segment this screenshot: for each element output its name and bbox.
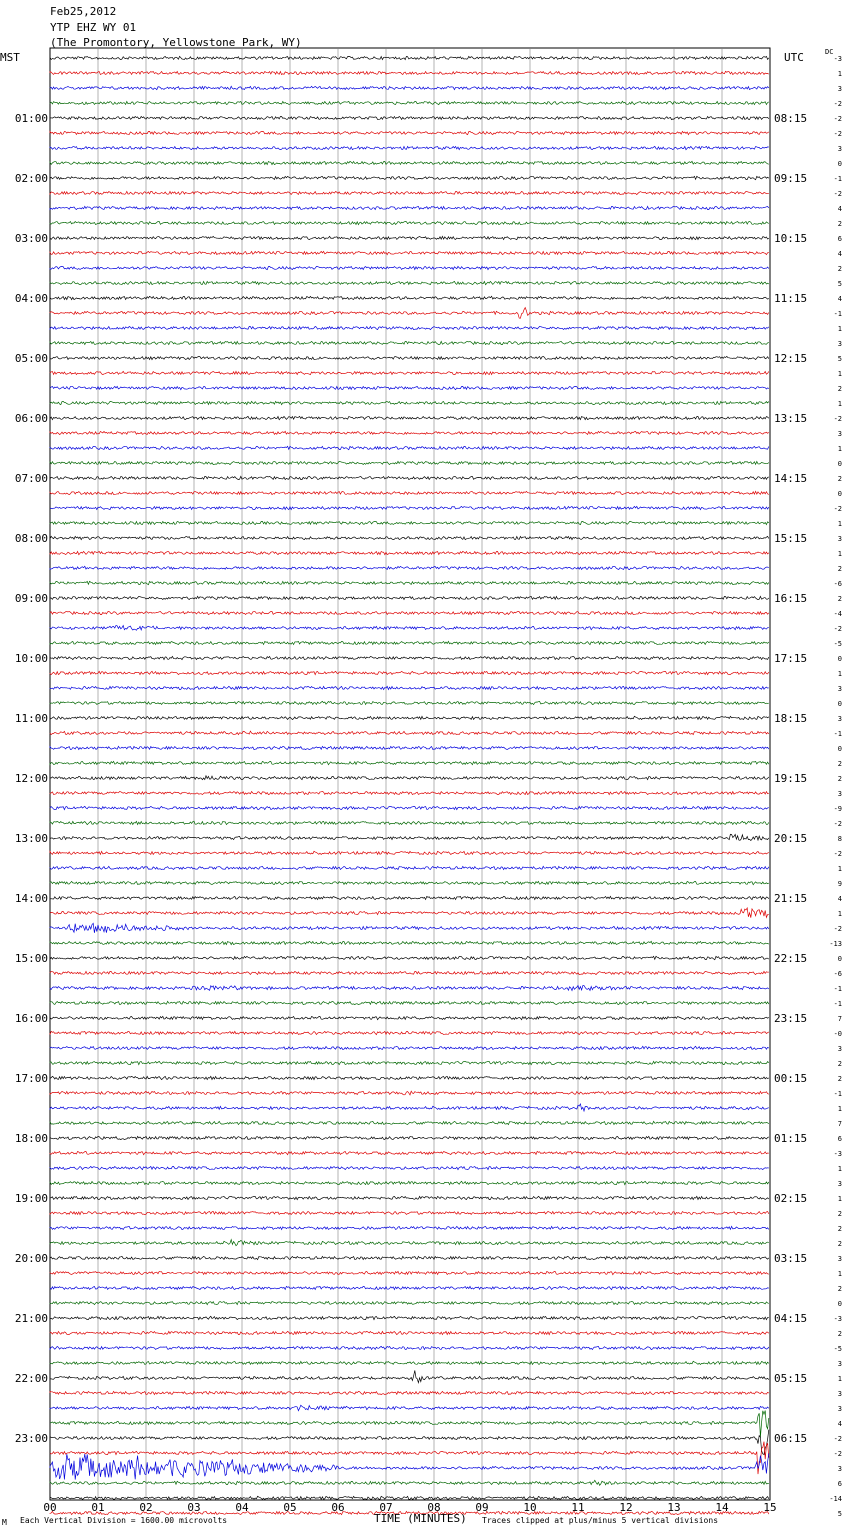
trace-line <box>50 296 769 299</box>
trace-line <box>50 1240 769 1246</box>
trace-line <box>50 536 769 539</box>
dc-offset-label: -1 <box>833 310 842 318</box>
dc-offset-label: 2 <box>837 760 842 768</box>
dc-offset-label: 3 <box>837 685 842 693</box>
trace-line <box>50 266 769 269</box>
mst-hour-label: 10:00 <box>14 652 48 665</box>
mst-hour-label: 23:00 <box>14 1432 48 1445</box>
dc-offset-label: 2 <box>837 1075 842 1083</box>
trace-line <box>50 1496 769 1499</box>
trace-line <box>50 956 769 959</box>
right-zone-label: UTC <box>784 51 804 64</box>
dc-offset-label: -2 <box>833 850 842 858</box>
mst-hour-label: 12:00 <box>14 772 48 785</box>
trace-line <box>50 731 769 735</box>
dc-offset-label: 9 <box>837 880 842 888</box>
grid-lines <box>50 48 770 1500</box>
dc-offset-label: 0 <box>837 700 842 708</box>
trace-line <box>50 1091 769 1095</box>
dc-offset-label: -1 <box>833 985 842 993</box>
dc-offset-label: -6 <box>833 580 842 588</box>
dc-offset-label: 1 <box>837 445 842 453</box>
dc-label: DC <box>825 48 834 56</box>
trace-line <box>50 446 769 449</box>
dc-offset-label: 1 <box>837 550 842 558</box>
trace-line <box>50 908 769 918</box>
trace-line <box>50 1370 769 1382</box>
trace-line <box>50 1031 769 1034</box>
mst-hour-label: 01:00 <box>14 112 48 125</box>
dc-offset-label: 2 <box>837 565 842 573</box>
mst-hour-label: 02:00 <box>14 172 48 185</box>
dc-offset-label: 3 <box>837 790 842 798</box>
trace-line <box>50 1016 769 1019</box>
trace-line <box>50 986 769 991</box>
trace-line <box>50 371 769 374</box>
x-tick-label: 12 <box>619 1501 633 1514</box>
dc-offset-label: 7 <box>837 1120 842 1128</box>
dc-offset-label: -0 <box>833 1030 842 1038</box>
mst-hour-label: 21:00 <box>14 1312 48 1325</box>
dc-offset-label: -2 <box>833 1435 842 1443</box>
x-axis-title: TIME (MINUTES) <box>374 1512 467 1525</box>
trace-line <box>50 1181 769 1184</box>
trace-line <box>50 1151 769 1154</box>
trace-line <box>50 581 769 584</box>
trace-line <box>50 686 769 689</box>
utc-hour-label: 04:15 <box>774 1312 808 1325</box>
dc-offset-label: 4 <box>837 1420 842 1428</box>
dc-offset-label: 6 <box>837 1135 842 1143</box>
dc-offset-label: 6 <box>837 235 842 243</box>
dc-offset-label: 2 <box>837 1240 842 1248</box>
trace-line <box>50 146 769 149</box>
dc-offset-label: 3 <box>837 1390 842 1398</box>
trace-line <box>50 386 769 389</box>
trace-line <box>50 1391 769 1394</box>
dc-offset-label: 1 <box>837 910 842 918</box>
dc-offset-label: -2 <box>833 505 842 513</box>
trace-line <box>50 1302 769 1305</box>
mst-hour-label: 14:00 <box>14 892 48 905</box>
trace-line <box>50 746 769 749</box>
trace-line <box>50 236 769 239</box>
trace-line <box>50 491 769 494</box>
dc-offset-label: 6 <box>837 1480 842 1488</box>
utc-hour-label: 21:15 <box>774 892 808 905</box>
dc-offset-label: 5 <box>837 355 842 363</box>
dc-offset-label: -2 <box>833 190 842 198</box>
trace-line <box>50 308 769 319</box>
utc-hour-label: 01:15 <box>774 1132 808 1145</box>
axis-labels <box>15 55 842 1518</box>
utc-hour-label: 17:15 <box>774 652 808 665</box>
dc-offset-label: 0 <box>837 745 842 753</box>
utc-hour-label: 18:15 <box>774 712 808 725</box>
utc-hour-label: 00:15 <box>774 1072 808 1085</box>
dc-offset-label: 2 <box>837 385 842 393</box>
trace-line <box>50 401 769 404</box>
x-tick-label: 11 <box>571 1501 585 1514</box>
trace-line <box>50 1316 769 1319</box>
trace-line <box>50 881 769 884</box>
dc-offset-label: -2 <box>833 115 842 123</box>
trace-line <box>50 566 769 569</box>
dc-offset-label: 3 <box>837 145 842 153</box>
trace-line <box>50 281 769 284</box>
trace-line <box>50 1430 769 1455</box>
dc-offset-label: 1 <box>837 1105 842 1113</box>
utc-hour-label: 02:15 <box>774 1192 808 1205</box>
dc-offset-label: 1 <box>837 670 842 678</box>
x-tick-label: 13 <box>667 1501 681 1514</box>
dc-offset-label: 3 <box>837 535 842 543</box>
dc-offset-label: 1 <box>837 1165 842 1173</box>
trace-line <box>50 1104 769 1111</box>
dc-offset-label: -1 <box>833 1000 842 1008</box>
utc-hour-label: 05:15 <box>774 1372 808 1385</box>
mst-hour-label: 04:00 <box>14 292 48 305</box>
dc-offset-label: 1 <box>837 400 842 408</box>
dc-offset-label: 1 <box>837 1375 842 1383</box>
dc-offset-label: 2 <box>837 475 842 483</box>
dc-offset-label: 3 <box>837 1360 842 1368</box>
trace-line <box>50 806 769 809</box>
trace-line <box>50 941 769 944</box>
utc-hour-label: 14:15 <box>774 472 808 485</box>
trace-line <box>50 1256 769 1259</box>
trace-line <box>50 641 769 644</box>
dc-offset-label: 4 <box>837 295 842 303</box>
dc-offset-label: 1 <box>837 1195 842 1203</box>
dc-offset-label: 1 <box>837 865 842 873</box>
trace-line <box>50 1136 769 1139</box>
trace-line <box>50 971 769 974</box>
trace-line <box>50 131 769 134</box>
dc-offset-label: -5 <box>833 640 842 648</box>
utc-hour-label: 10:15 <box>774 232 808 245</box>
utc-hour-label: 22:15 <box>774 952 808 965</box>
mst-hour-label: 06:00 <box>14 412 48 425</box>
dc-offset-label: 4 <box>837 250 842 258</box>
dc-offset-label: -1 <box>833 175 842 183</box>
trace-line <box>50 896 769 899</box>
dc-offset-label: 3 <box>837 85 842 93</box>
utc-hour-label: 06:15 <box>774 1432 808 1445</box>
trace-line <box>50 191 769 194</box>
dc-offset-label: 7 <box>837 1015 842 1023</box>
mst-hour-label: 03:00 <box>14 232 48 245</box>
utc-hour-label: 09:15 <box>774 172 808 185</box>
trace-line <box>50 1166 769 1169</box>
dc-offset-label: -1 <box>833 1090 842 1098</box>
trace-line <box>50 821 769 824</box>
mst-hour-label: 05:00 <box>14 352 48 365</box>
dc-offset-label: -2 <box>833 100 842 108</box>
utc-hour-label: 11:15 <box>774 292 808 305</box>
trace-line <box>50 71 769 74</box>
trace-line <box>50 1121 769 1124</box>
utc-hour-label: 08:15 <box>774 112 808 125</box>
trace-line <box>50 1286 769 1289</box>
trace-line <box>50 866 769 869</box>
trace-line <box>50 791 769 794</box>
header-station: YTP EHZ WY 01 <box>50 21 137 34</box>
mst-hour-label: 22:00 <box>14 1372 48 1385</box>
mst-hour-label: 17:00 <box>14 1072 48 1085</box>
trace-line <box>50 1076 769 1079</box>
seismic-traces <box>50 56 769 1514</box>
x-tick-label: 10 <box>523 1501 537 1514</box>
mst-hour-label: 13:00 <box>14 832 48 845</box>
dc-offset-label: -13 <box>829 940 842 948</box>
trace-line <box>50 1453 769 1479</box>
trace-line <box>50 551 769 554</box>
trace-line <box>50 1046 769 1049</box>
dc-offset-label: 1 <box>837 325 842 333</box>
dc-offset-label: 2 <box>837 1285 842 1293</box>
left-zone-label: MST <box>0 51 20 64</box>
dc-offset-label: 0 <box>837 160 842 168</box>
x-tick-label: 14 <box>715 1501 729 1514</box>
trace-line <box>50 461 769 464</box>
trace-line <box>50 86 769 89</box>
x-tick-label: 08 <box>427 1501 441 1514</box>
dc-offset-label: -2 <box>833 415 842 423</box>
dc-offset-label: -3 <box>833 55 842 63</box>
dc-offset-label: 2 <box>837 775 842 783</box>
dc-offset-label: 0 <box>837 1300 842 1308</box>
trace-line <box>50 923 769 933</box>
trace-line <box>50 625 769 630</box>
trace-line <box>50 476 769 479</box>
x-tick-label: 01 <box>91 1501 105 1514</box>
x-tick-label: 06 <box>331 1501 345 1514</box>
dc-offset-label: 0 <box>837 460 842 468</box>
mst-hour-label: 11:00 <box>14 712 48 725</box>
trace-line <box>50 701 769 704</box>
x-tick-label: 09 <box>475 1501 489 1514</box>
trace-line <box>50 326 769 329</box>
trace-line <box>50 851 769 854</box>
plot-frame <box>50 48 770 1500</box>
x-tick-label: 00 <box>43 1501 57 1514</box>
mst-hour-label: 19:00 <box>14 1192 48 1205</box>
trace-line <box>50 1211 769 1214</box>
utc-hour-label: 03:15 <box>774 1252 808 1265</box>
trace-line <box>50 656 769 659</box>
trace-line <box>50 1480 769 1485</box>
dc-offset-label: -2 <box>833 820 842 828</box>
dc-offset-label: 5 <box>837 280 842 288</box>
trace-line <box>50 341 769 344</box>
trace-line <box>50 506 769 509</box>
dc-offset-label: -6 <box>833 970 842 978</box>
dc-offset-label: 0 <box>837 490 842 498</box>
trace-line <box>50 1196 769 1199</box>
dc-offset-label: -2 <box>833 1450 842 1458</box>
scale-note: Each Vertical Division = 1600.00 microvolts <box>20 1516 228 1525</box>
dc-offset-label: 0 <box>837 955 842 963</box>
dc-offset-label: -9 <box>833 805 842 813</box>
utc-hour-label: 15:15 <box>774 532 808 545</box>
trace-line <box>50 1001 769 1004</box>
dc-offset-label: 2 <box>837 1330 842 1338</box>
dc-offset-label: -3 <box>833 1150 842 1158</box>
dc-offset-label: -2 <box>833 925 842 933</box>
trace-line <box>50 1271 769 1274</box>
dc-offset-label: 2 <box>837 1225 842 1233</box>
dc-offset-label: 3 <box>837 1045 842 1053</box>
trace-line <box>50 56 769 59</box>
trace-line <box>50 416 769 419</box>
trace-line <box>50 1361 769 1364</box>
x-tick-label: 05 <box>283 1501 297 1514</box>
dc-offset-label: 3 <box>837 1465 842 1473</box>
trace-line <box>50 776 769 780</box>
dc-offset-label: -14 <box>829 1495 842 1503</box>
mst-hour-label: 07:00 <box>14 472 48 485</box>
dc-offset-label: 3 <box>837 1180 842 1188</box>
trace-line <box>50 834 769 840</box>
x-tick-label: 04 <box>235 1501 249 1514</box>
x-tick-label: 07 <box>379 1501 393 1514</box>
trace-line <box>50 356 769 359</box>
dc-offset-label: 5 <box>837 1510 842 1518</box>
x-tick-label: 03 <box>187 1501 201 1514</box>
mst-hour-label: 18:00 <box>14 1132 48 1145</box>
dc-offset-label: 3 <box>837 340 842 348</box>
dc-offset-label: 3 <box>837 1405 842 1413</box>
dc-offset-label: 8 <box>837 835 842 843</box>
utc-hour-label: 20:15 <box>774 832 808 845</box>
dc-offset-label: 2 <box>837 1210 842 1218</box>
trace-line <box>50 176 769 179</box>
dc-offset-label: 2 <box>837 1060 842 1068</box>
dc-offset-label: 3 <box>837 1255 842 1263</box>
trace-line <box>50 222 769 225</box>
trace-line <box>50 1405 769 1411</box>
dc-offset-label: -5 <box>833 1345 842 1353</box>
dc-offset-label: -4 <box>833 610 842 618</box>
mst-hour-label: 08:00 <box>14 532 48 545</box>
trace-line <box>50 1346 769 1349</box>
dc-offset-label: 1 <box>837 70 842 78</box>
trace-line <box>50 206 769 209</box>
header-date: Feb25,2012 <box>50 5 117 18</box>
mst-hour-label: 20:00 <box>14 1252 48 1265</box>
dc-offset-label: -2 <box>833 130 842 138</box>
trace-line <box>50 117 769 120</box>
utc-hour-label: 13:15 <box>774 412 808 425</box>
trace-line <box>50 521 769 524</box>
dc-offset-label: 4 <box>837 205 842 213</box>
dc-offset-label: 1 <box>837 520 842 528</box>
dc-offset-label: 0 <box>837 655 842 663</box>
utc-hour-label: 16:15 <box>774 592 808 605</box>
dc-offset-label: -1 <box>833 730 842 738</box>
trace-line <box>50 761 769 764</box>
header-location: (The Promontory, Yellowstone Park, WY) <box>50 36 302 49</box>
dc-offset-label: -2 <box>833 625 842 633</box>
utc-hour-label: 19:15 <box>774 772 808 785</box>
dc-offset-label: 2 <box>837 595 842 603</box>
dc-offset-label: 1 <box>837 1270 842 1278</box>
footer-mark: M <box>2 1518 7 1527</box>
trace-line <box>50 611 769 614</box>
trace-line <box>50 251 769 254</box>
trace-line <box>50 716 769 719</box>
trace-line <box>50 596 769 599</box>
dc-offset-label: 2 <box>837 220 842 228</box>
clip-note: Traces clipped at plus/minus 5 vertical divisions <box>482 1516 719 1525</box>
x-tick-label: 15 <box>763 1501 777 1514</box>
dc-offset-label: 4 <box>837 895 842 903</box>
trace-line <box>50 161 769 164</box>
trace-line <box>50 431 769 434</box>
utc-hour-label: 12:15 <box>774 352 808 365</box>
trace-line <box>50 1331 769 1334</box>
trace-line <box>50 101 769 104</box>
dc-offset-label: -3 <box>833 1315 842 1323</box>
mst-hour-label: 15:00 <box>14 952 48 965</box>
trace-line <box>50 1411 769 1438</box>
dc-offset-label: 2 <box>837 265 842 273</box>
trace-line <box>50 671 769 674</box>
dc-offset-label: 1 <box>837 370 842 378</box>
dc-offset-label: 3 <box>837 715 842 723</box>
x-tick-label: 02 <box>139 1501 153 1514</box>
mst-hour-label: 09:00 <box>14 592 48 605</box>
utc-hour-label: 23:15 <box>774 1012 808 1025</box>
trace-line <box>50 1061 769 1064</box>
dc-offset-label: 3 <box>837 430 842 438</box>
mst-hour-label: 16:00 <box>14 1012 48 1025</box>
trace-line <box>50 1226 769 1229</box>
